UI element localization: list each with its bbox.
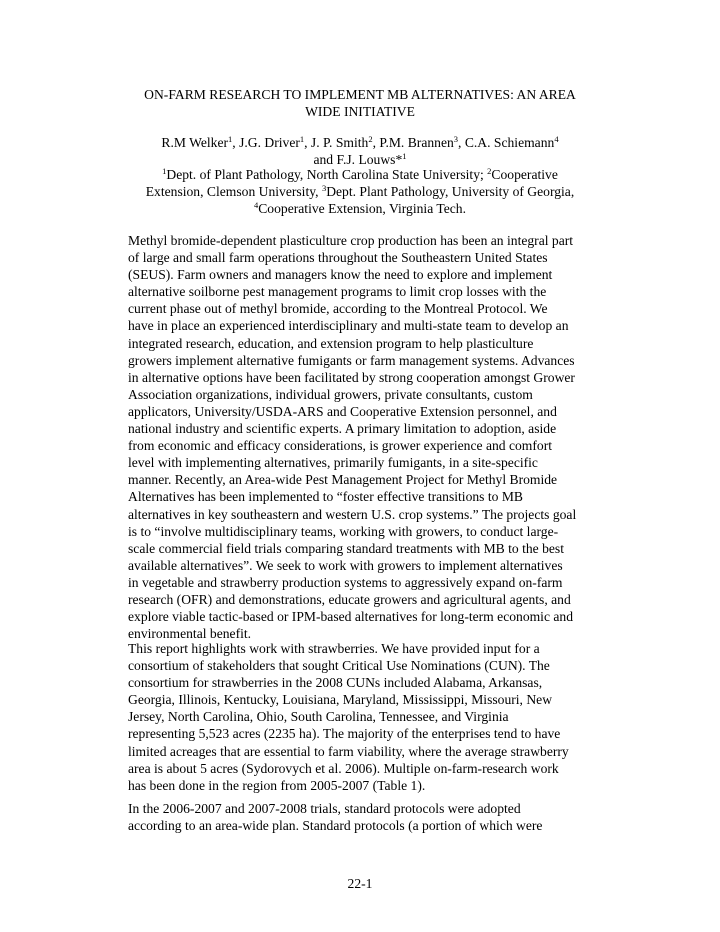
- author-line: [118, 134, 602, 151]
- text-line: manner. Recently, an Area-wide Pest Management Project for Methyl Bromide: [128, 472, 558, 488]
- affiliation-marker: 2: [368, 134, 373, 144]
- text-line: available alternatives”. We seek to work with growers to implement alternatives: [128, 557, 563, 573]
- author-name: , J.G. Driver: [232, 135, 300, 150]
- text-line: (SEUS). Farm owners and managers know the need to explore and implement: [128, 267, 553, 283]
- text-line: area is about 5 acres (Sydorovych et al. 2006). Multiple on-farm-research work: [128, 760, 559, 776]
- text-line: alternative soilborne pest management programs to limit crop losses with the: [128, 284, 547, 300]
- affiliation-marker: 3: [453, 134, 459, 144]
- affiliation-text: Cooperative: [491, 167, 558, 182]
- text-line: Alternatives has been implemented to “foster effective transitions to MB: [128, 489, 523, 505]
- text-line: consortium for strawberries in the 2008 CUNs included Alabama, Arkansas,: [128, 675, 543, 691]
- text-line: growers implement alternative fumigants or farm management systems. Advances: [128, 352, 575, 368]
- text-line: scale commercial field trials comparing standard treatments with MB to the best: [128, 540, 565, 556]
- affiliation-marker: 3: [321, 183, 327, 194]
- text-line: explore viable tactic-based or IPM-based alternatives for long-term economic and: [128, 609, 574, 625]
- text-line: current phase out of methyl bromide, according to the Montreal Protocol. We: [128, 301, 548, 317]
- text-line: national industry and scientific experts. A primary limitation to adoption, aside: [128, 421, 557, 437]
- affiliation-marker: 1: [299, 134, 305, 144]
- body-paragraph: [128, 800, 592, 834]
- text-line: environmental benefit.: [128, 626, 252, 642]
- text-line: research (OFR) and demonstrations, educate growers and agricultural agents, and: [128, 591, 571, 607]
- author-name: , P.M. Brannen: [372, 135, 454, 150]
- text-line: integrated research, education, and extension program to help plasticulture: [128, 335, 534, 351]
- text-line: is to “involve multidisciplinary teams, working with growers, to conduct large-: [128, 523, 559, 539]
- text-line: alternatives in key southeastern and western U.S. crop systems.” The projects goal: [128, 506, 577, 522]
- text-line: in alternative options have been facilitated by strong cooperation amongst Grower: [128, 369, 575, 385]
- text-line: according to an area-wide plan. Standard protocols (a portion of which were: [128, 818, 543, 834]
- affiliation-marker: 2: [487, 166, 492, 176]
- affiliation-marker: 1: [228, 134, 233, 144]
- text-line: have in place an experienced interdisciplinary and multi-state team to develop an: [128, 318, 569, 334]
- author-name: and F.J. Louws*: [313, 152, 403, 168]
- text-line: from economic and efficacy considerations, is grower experience and comfort: [128, 438, 553, 454]
- text-line: of large and small farm operations throughout the Southeastern United States: [128, 250, 548, 266]
- affiliation-line: [118, 166, 602, 183]
- text-line: in vegetable and strawberry production systems to aggressively expand on-farm: [128, 574, 563, 590]
- text-line: In the 2006-2007 and 2007-2008 trials, standard protocols were adopted: [128, 801, 521, 816]
- body-paragraph: [128, 640, 592, 794]
- paper-title: [128, 86, 592, 120]
- page-number: 22-1: [347, 876, 373, 891]
- author-name: , J. P. Smith: [304, 135, 369, 150]
- title-line: ON-FARM RESEARCH TO IMPLEMENT MB ALTERNATIVES: AN AREA: [144, 87, 576, 102]
- affiliation-text: Extension, Clemson University,: [145, 184, 322, 200]
- affiliation-line: [118, 200, 602, 217]
- text-line: level with implementing alternatives, primarily fumigants, in a site-specific: [128, 455, 538, 471]
- title-line: WIDE INITIATIVE: [305, 104, 415, 120]
- affiliation-line: [118, 183, 602, 200]
- affiliation-marker: 4: [554, 134, 559, 144]
- text-line: consortium of stakeholders that sought Critical Use Nominations (CUN). The: [128, 658, 550, 674]
- affiliation-marker: 4: [253, 200, 259, 211]
- text-line: has been done in the region from 2005-2007 (Table 1).: [128, 777, 426, 793]
- text-line: Methyl bromide-dependent plasticulture crop production has been an integral part: [128, 233, 574, 248]
- text-line: Association organizations, individual growers, private consultants, custom: [128, 386, 533, 402]
- affiliation-text: Cooperative Extension, Virginia Tech.: [258, 201, 466, 217]
- text-line: Georgia, Illinois, Kentucky, Louisiana, Maryland, Mississippi, Missouri, New: [128, 692, 553, 708]
- text-line: Jersey, North Carolina, Ohio, South Carolina, Tennessee, and Virginia: [128, 709, 509, 725]
- author-list: [118, 134, 602, 168]
- text-line: limited acreages that are essential to farm viability, where the average strawberry: [128, 743, 569, 759]
- author-name: R.M Welker: [161, 135, 229, 150]
- author-name: , C.A. Schiemann: [458, 135, 555, 150]
- text-line: representing 5,523 acres (2235 ha). The majority of the enterprises tend to have: [128, 726, 561, 742]
- text-line: applicators, University/USDA-ARS and Cooperative Extension personnel, and: [128, 403, 557, 419]
- text-line: This report highlights work with strawberries. We have provided input for a: [128, 641, 540, 656]
- affiliation-text: Dept. of Plant Pathology, North Carolina State University;: [166, 167, 488, 182]
- affiliation-text: Dept. Plant Pathology, University of Georgia,: [326, 184, 575, 200]
- affiliations: [118, 166, 602, 217]
- affiliation-marker: 1: [402, 151, 407, 162]
- body-paragraph: [128, 232, 592, 642]
- affiliation-marker: 1: [162, 166, 167, 176]
